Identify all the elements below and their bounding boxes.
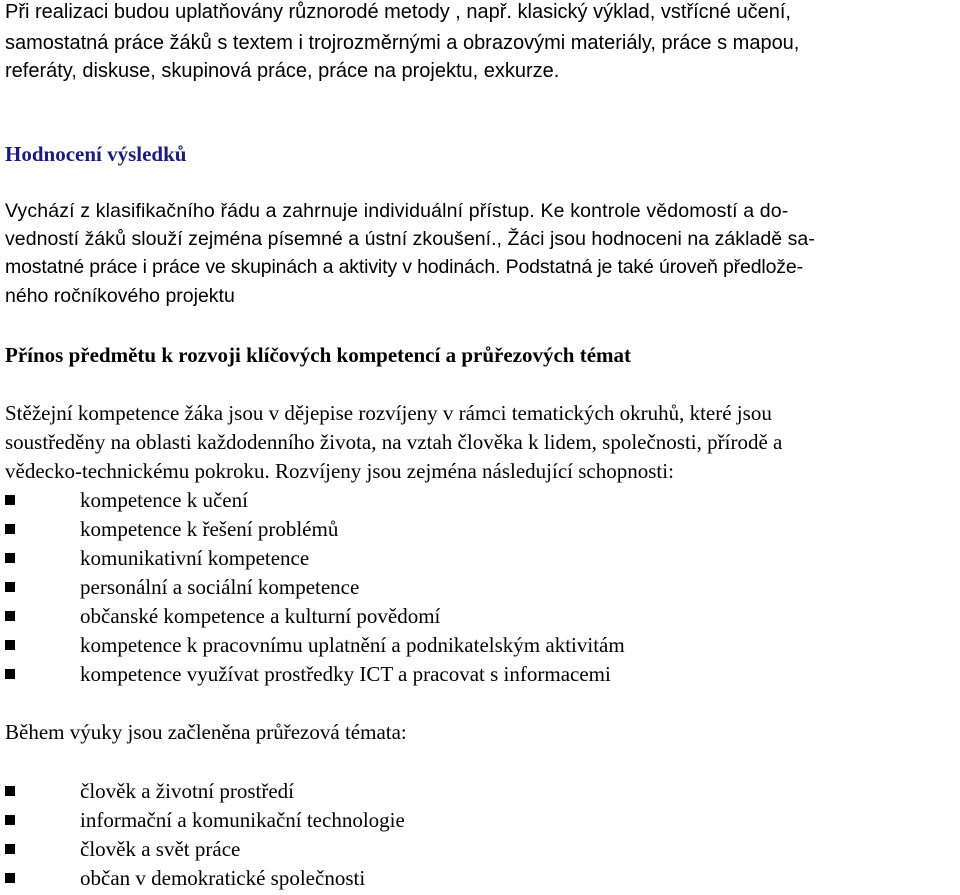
themes-intro: Během výuky jsou začleněna průřezová témata: (5, 720, 407, 744)
square-bullet-icon (5, 844, 15, 854)
evaluation-heading: Hodnocení výsledků (5, 142, 187, 166)
list-item-text: informační a komunikační technologie (80, 808, 405, 832)
list-item-text: kompetence k řešení problémů (80, 517, 339, 541)
list-item-text: kompetence k učení (80, 488, 248, 512)
square-bullet-icon (5, 669, 15, 679)
list-item-text: personální a sociální kompetence (80, 575, 360, 599)
competences-line-2: soustředěny na oblasti každodenního života, na vztah člověka k lidem, společnosti, přírodě a (5, 430, 783, 454)
evaluation-line-1: Vychází z klasifikačního řádu a zahrnuje individuální přístup. Ke kontrole vědomostí a do- (5, 200, 789, 222)
square-bullet-icon (5, 553, 15, 563)
square-bullet-icon (5, 873, 15, 883)
intro-line-3: referáty, diskuse, skupinová práce, práce na projektu, exkurze. (5, 60, 560, 82)
square-bullet-icon (5, 611, 15, 621)
square-bullet-icon (5, 582, 15, 592)
list-item-text: kompetence využívat prostředky ICT a pracovat s informacemi (80, 662, 611, 686)
evaluation-line-2: vedností žáků slouží zejména písemné a ústní zkoušení., Žáci jsou hodnoceni na základě sa- (5, 228, 815, 250)
competences-line-3: vědecko-technickému pokroku. Rozvíjeny jsou zejména následující schopnosti: (5, 459, 674, 483)
square-bullet-icon (5, 524, 15, 534)
intro-line-1: Při realizaci budou uplatňovány různorodé metody , např. klasický výklad, vstřícné učení, (5, 1, 791, 23)
list-item-text: komunikativní kompetence (80, 546, 310, 570)
list-item-text: kompetence k pracovnímu uplatnění a podnikatelským aktivitám (80, 633, 625, 657)
list-item-text: člověk a svět práce (80, 837, 241, 861)
evaluation-line-3: mostatné práce i práce ve skupinách a aktivity v hodinách. Podstatná je také úroveň předlože- (5, 256, 803, 278)
list-item-text: občanské kompetence a kulturní povědomí (80, 604, 441, 628)
square-bullet-icon (5, 640, 15, 650)
list-item-text: občan v demokratické společnosti (80, 866, 366, 890)
competences-heading: Přínos předmětu k rozvoji klíčových kompetencí a průřezových témat (5, 343, 632, 367)
competences-line-1: Stěžejní kompetence žáka jsou v dějepise rozvíjeny v rámci tematických okruhů, které jsou (5, 401, 772, 425)
square-bullet-icon (5, 786, 15, 796)
intro-line-2: samostatná práce žáků s textem i trojrozměrnými a obrazovými materiály, práce s mapou, (5, 32, 800, 54)
square-bullet-icon (5, 495, 15, 505)
evaluation-line-4: ného ročníkového projektu (5, 285, 235, 307)
list-item-text: člověk a životní prostředí (80, 779, 295, 803)
square-bullet-icon (5, 815, 15, 825)
